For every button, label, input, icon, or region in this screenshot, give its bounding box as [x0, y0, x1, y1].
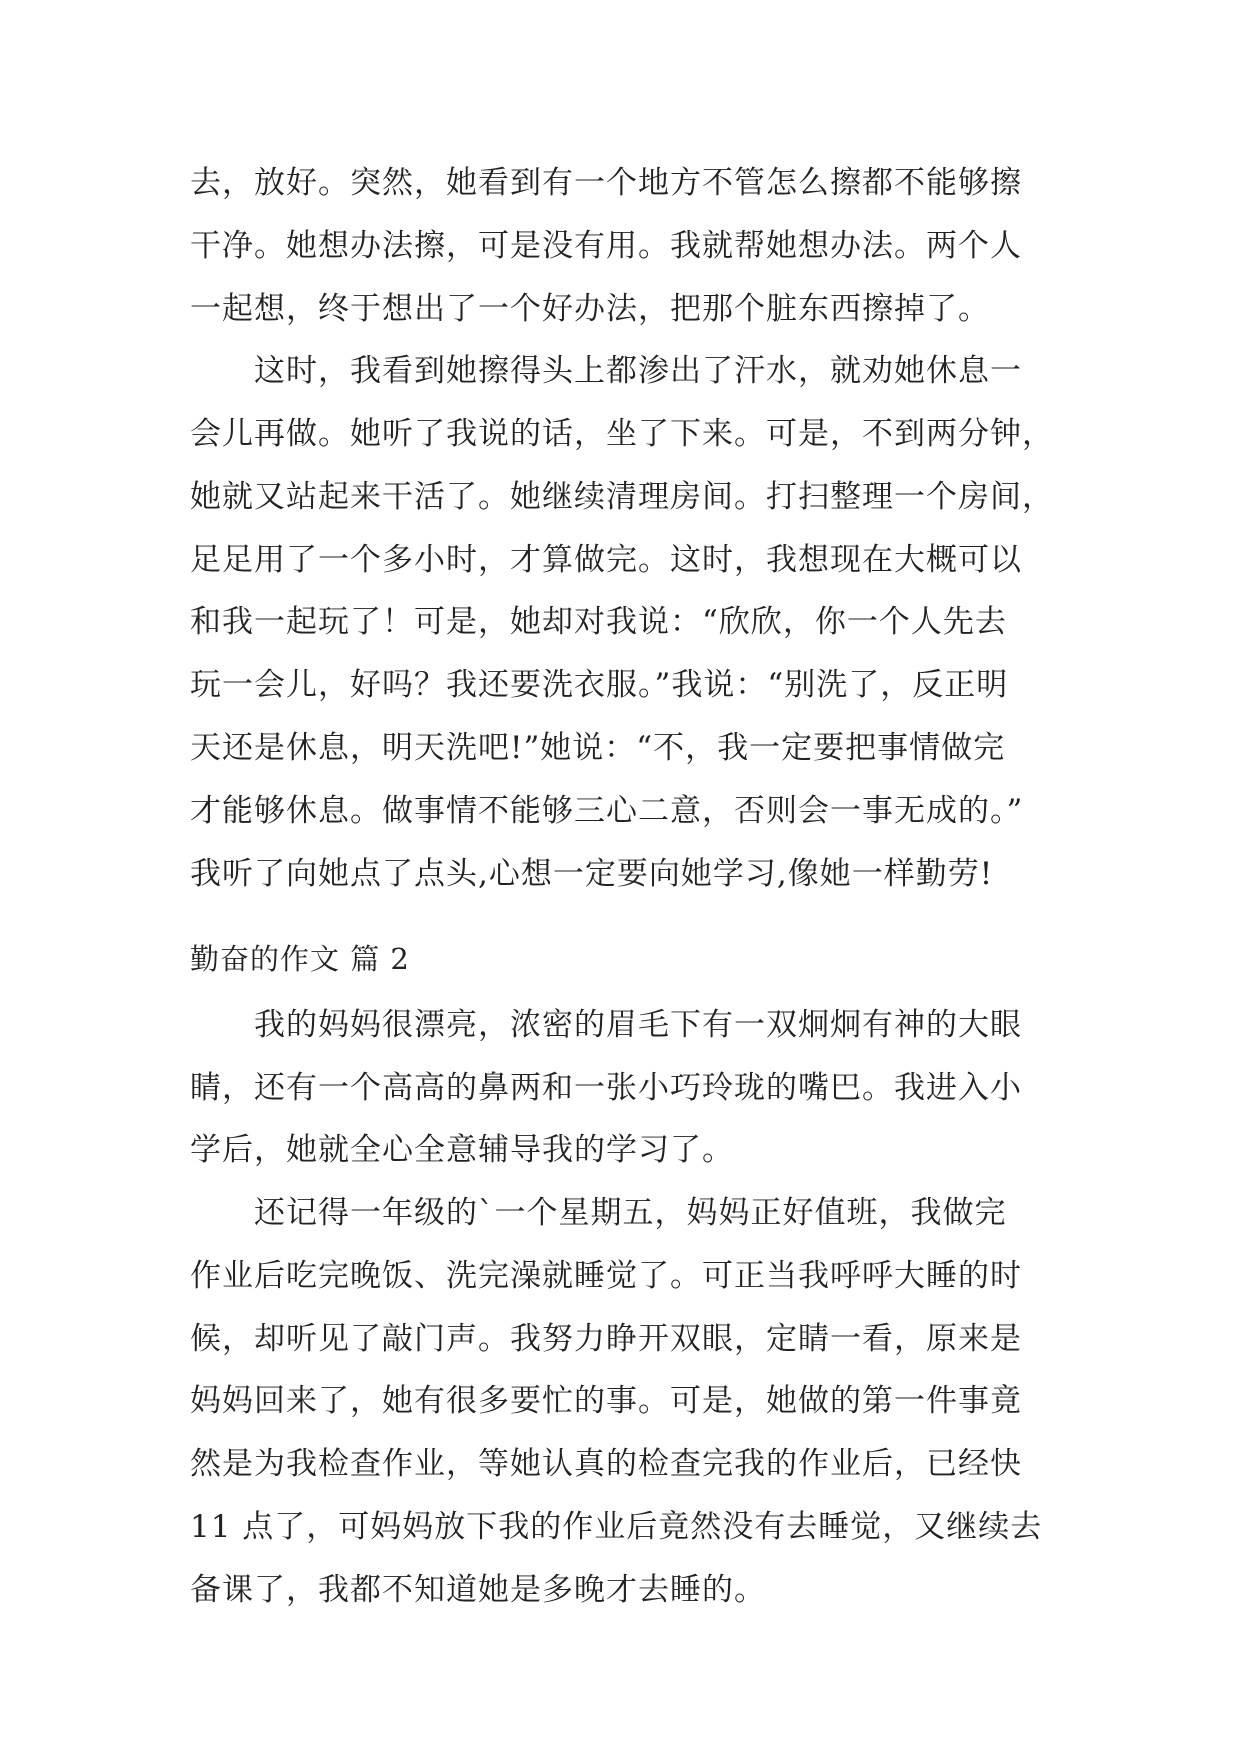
paragraph-line: 天还是休息，明天洗吧!”她说：“不，我一定要把事情做完	[190, 730, 1006, 766]
paragraph-line: 她就又站起来干活了。她继续清理房间。打扫整理一个房间，	[190, 479, 1054, 515]
paragraph-line: 作业后吃完晚饭、洗完澡就睡觉了。可正当我呼呼大睡的时	[190, 1258, 1022, 1294]
paragraph-line: 候，却听见了敲门声。我努力睁开双眼，定睛一看，原来是	[190, 1321, 1022, 1357]
section-heading: 勤奋的作文 篇 2	[190, 942, 410, 976]
paragraph-line: 这时，我看到她擦得头上都渗出了汗水，就劝她休息一	[254, 353, 1022, 389]
paragraph-line: 还记得一年级的`一个星期五，妈妈正好值班，我做完	[254, 1195, 1007, 1231]
paragraph-line: 妈妈回来了，她有很多要忙的事。可是，她做的第一件事竟	[190, 1383, 1022, 1419]
paragraph-line: 一起想，终于想出了一个好办法，把那个脏东西擦掉了。	[190, 291, 990, 327]
paragraph-line: 备课了，我都不知道她是多晚才去睡的。	[190, 1572, 766, 1608]
paragraph-line: 11 点了，可妈妈放下我的作业后竟然没有去睡觉，又继续去	[190, 1509, 1043, 1545]
paragraph-line: 和我一起玩了！可是，她却对我说：“欣欣，你一个人先去	[190, 604, 1007, 640]
paragraph-line: 足足用了一个多小时，才算做完。这时，我想现在大概可以	[190, 542, 1022, 578]
paragraph-line: 玩一会儿，好吗？我还要洗衣服。”我说：“别洗了，反正明	[190, 667, 1009, 703]
paragraph-line: 会儿再做。她听了我说的话，坐了下来。可是，不到两分钟，	[190, 416, 1054, 452]
paragraph-line: 睛，还有一个高高的鼻两和一张小巧玲珑的嘴巴。我进入小	[190, 1070, 1022, 1106]
paragraph-line: 才能够休息。做事情不能够三心二意，否则会一事无成的。”	[190, 793, 1024, 829]
paragraph-line: 去，放好。突然，她看到有一个地方不管怎么擦都不能够擦	[190, 165, 1022, 201]
paragraph-line: 然是为我检查作业，等她认真的检查完我的作业后，已经快	[190, 1446, 1022, 1482]
paragraph-line: 学后，她就全心全意辅导我的学习了。	[190, 1132, 734, 1168]
paragraph-line: 我的妈妈很漂亮，浓密的眉毛下有一双炯炯有神的大眼	[254, 1007, 1022, 1043]
paragraph-line: 我听了向她点了点头,心想一定要向她学习,像她一样勤劳!	[190, 856, 994, 892]
paragraph-line: 干净。她想办法擦，可是没有用。我就帮她想办法。两个人	[190, 228, 1022, 264]
